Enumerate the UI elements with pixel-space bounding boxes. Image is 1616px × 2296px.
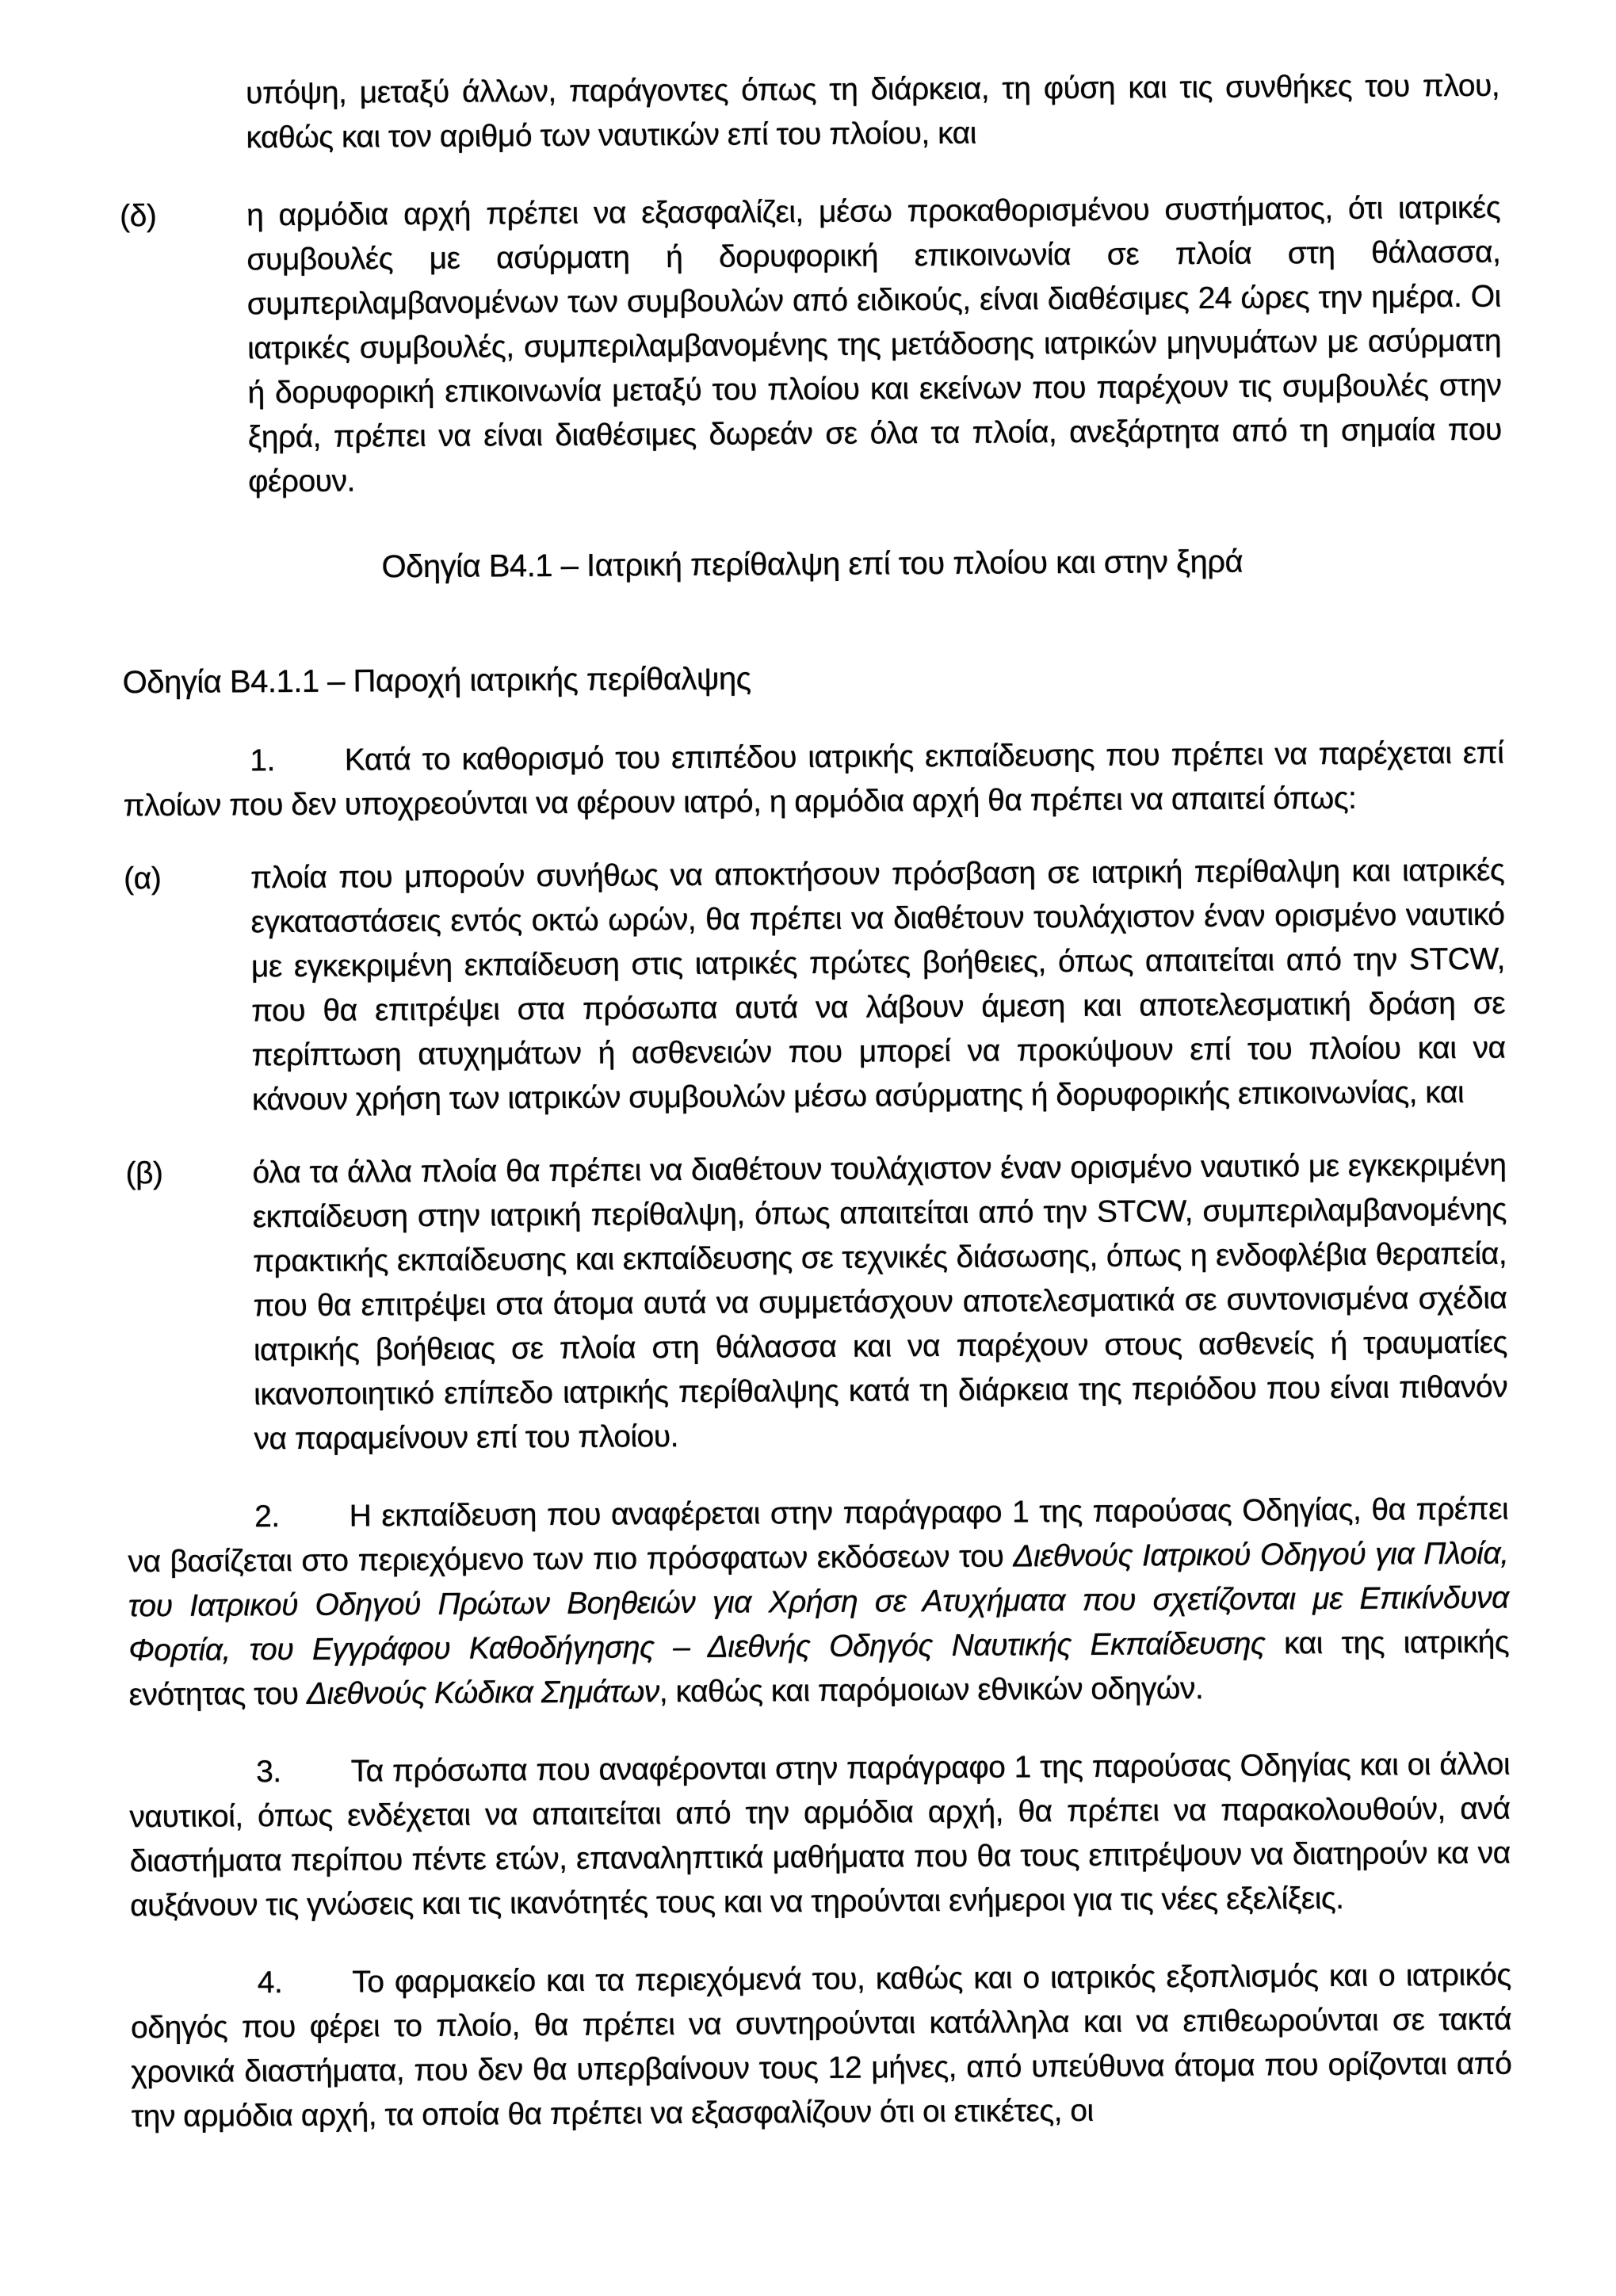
paragraph-3-text: Τα πρόσωπα που αναφέρονται στην παράγραφο 1 της παρούσας Οδηγίας και οι άλλοι ναυτικοί, όπως ενδέχεται να απαιτείται από την αρμόδια αρχή, θα πρέπει να παρακολουθούν, ανά διαστήματα περίπου πέντε ετών, επαναληπτικά μαθήματα που θα τους επιτρέψουν να διατηρούν κα να αυξάνουν τις γνώσεις και τις ικανότητές τους και να τηρούνται ενήμεροι για τις νέες εξελίξεις. bbox=[129, 1747, 1511, 1924]
list-item-alpha bbox=[124, 849, 1506, 1124]
paragraph-3 bbox=[129, 1743, 1511, 1929]
guideline-b411-subheading: Οδηγία B4.1.1 – Παροχή ιατρικής περίθαλψης bbox=[122, 661, 751, 701]
paragraph-3-number: 3. bbox=[255, 1755, 281, 1790]
paragraph-1-text: Κατά το καθορισμό του επιπέδου ιατρικής εκπαίδευσης που πρέπει να παρέχεται επί πλοίων που δεν υποχρεούνται να φέρουν ιατρό, η αρμόδια αρχή θα πρέπει να απαιτεί όπως: bbox=[123, 735, 1504, 823]
list-item-delta-text: η αρμόδια αρχή πρέπει να εξασφαλίζει, μέσω προκαθορισμένου συστήματος, ότι ιατρικές συμβουλές με ασύρματη ή δορυφορική επικοινωνία σε πλοία στη θάλασσα, συμπεριλαμβανομένων των συμβουλών από ειδικούς, είναι διαθέσιμες 24 ώρες την ημέρα. Οι ιατρικές συμβουλές, συμπεριλαμβανομένης της μετάδοσης ιατρικών μηνυμάτων με ασύρματη ή δορυφορική επικοινωνία μεταξύ του πλοίου και εκείνων που παρέχουν τις συμβουλές στην ξηρά, πρέπει να είναι διαθέσιμες δωρεάν σε όλα τα πλοία, ανεξάρτητα από τη σημαία που φέρουν. bbox=[246, 190, 1502, 499]
paragraph-1 bbox=[123, 732, 1504, 829]
list-item-beta bbox=[125, 1144, 1507, 1463]
paragraph-4 bbox=[131, 1954, 1512, 2140]
paragraph-4-text: Το φαρμακείο και τα περιεχόμενά του, καθώς και ο ιατρικός εξοπλισμός και ο ιατρικός οδηγός που φέρει το πλοίο, θα πρέπει να συντηρούνται κατάλληλα και να επιθεωρούνται σε τακτά χρονικά διαστήματα, που δεν θα υπερβαίνουν τους 12 μήνες, από υπεύθυνα άτομα που ορίζονται από την αρμόδια αρχή, τα οποία θα πρέπει να εξασφαλίζουν ότι οι ετικέτες, οι bbox=[130, 1958, 1512, 2134]
paragraph-1-number: 1. bbox=[250, 743, 275, 778]
list-item-delta-marker: (δ) bbox=[119, 199, 157, 234]
paragraph-2-text-segment: Η εκπαίδευση που αναφέρεται στην παράγραφο 1 της παρούσας Οδηγίας, θα πρέπει να βασίζεται στο περιεχόμενο των πιο πρόσφατων εκδόσεων του bbox=[128, 1492, 1509, 1580]
paragraph-4-number: 4. bbox=[257, 1966, 283, 2000]
paragraph-2-text-segment: , καθώς και παρόμοιων εθνικών οδηγών. bbox=[659, 1671, 1204, 1710]
tab-spacer bbox=[280, 1526, 350, 1527]
list-item-beta-text: όλα τα άλλα πλοία θα πρέπει να διαθέτουν τουλάχιστον έναν ορισμένο ναυτικό με εγκεκριμένη εκπαίδευση στην ιατρική περίθαλψη, όπως απαιτείται από την STCW, συμπεριλαμβανομένης πρακτικής εκπαίδευσης και εκπαίδευσης σε τεχνικές διάσωσης, όπως η ενδοφλέβια θεραπεία, που θα επιτρέψει στα άτομα αυτά να συμμετάσχουν αποτελεσματικά σε συντονισμένα σχέδια ιατρικής βοήθειας σε πλοία στη θάλασσα και να παρέχουν στους ασθενείς ή τραυματίες ικανοποιητικό επίπεδο ιατρικής περίθαλψης κατά τη διάρκεια της περιόδου που είναι πιθανόν να παραμείνουν επί του πλοίου. bbox=[252, 1148, 1508, 1457]
continuation-paragraph: υπόψη, μεταξύ άλλων, παράγοντες όπως τη διάρκεια, τη φύση και τις συνθήκες του πλου, καθώς και τον αριθμό των ναυτικών επί του πλοίου, και bbox=[246, 68, 1500, 155]
paragraph-2-italic-title: Διεθνούς Κώδικα Σημάτων bbox=[306, 1675, 659, 1711]
list-item-alpha-marker: (α) bbox=[124, 861, 162, 896]
paragraph-2 bbox=[128, 1488, 1510, 1718]
tab-spacer bbox=[275, 770, 345, 771]
list-item-alpha-text: πλοία που μπορούν συνήθως να αποκτήσουν πρόσβαση σε ιατρική περίθαλψη και ιατρικές εγκαταστάσεις εντός οκτώ ωρών, θα πρέπει να διαθέτουν τουλάχιστον έναν ορισμένο ναυτικό με εγκεκριμένη εκπαίδευση στις ιατρικές πρώτες βοήθειες, όπως απαιτείται από την STCW, που θα επιτρέψει στα πρόσωπα αυτά να λάβουν άμεση και αποτελεσματική δράση σε περίπτωση ατυχημάτων ή ασθενειών που μπορεί να προκύψουν επί του πλοίου και να κάνουν χρήση των ιατρικών συμβουλών μέσω ασύρματης ή δορυφορικής επικοινωνίας, και bbox=[250, 853, 1506, 1117]
paragraph-2-text-segment: και της ιατρικής ενότητας του bbox=[128, 1625, 1510, 1713]
paragraph-2-italic-title: Διεθνούς Ιατρικού Οδηγού για Πλοία, του Ιατρικού Οδηγού Πρώτων Βοηθειών για Χρήση σε Ατυχήματα που σχετίζονται με Επικίνδυνα Φορτία, του Εγγράφου Καθοδήγησης – Διεθνής Οδηγός Ναυτικής Εκπαίδευσης bbox=[128, 1536, 1509, 1668]
page-content bbox=[119, 64, 1512, 2140]
tab-spacer bbox=[282, 1992, 352, 1993]
paragraph-2-number: 2. bbox=[254, 1499, 280, 1534]
list-item-delta bbox=[120, 186, 1502, 506]
list-item-beta-marker: (β) bbox=[125, 1156, 163, 1191]
guideline-b41-heading: Οδηγία B4.1 – Ιατρική περίθαλψη επί του πλοίου και στην ξηρά bbox=[381, 544, 1244, 585]
